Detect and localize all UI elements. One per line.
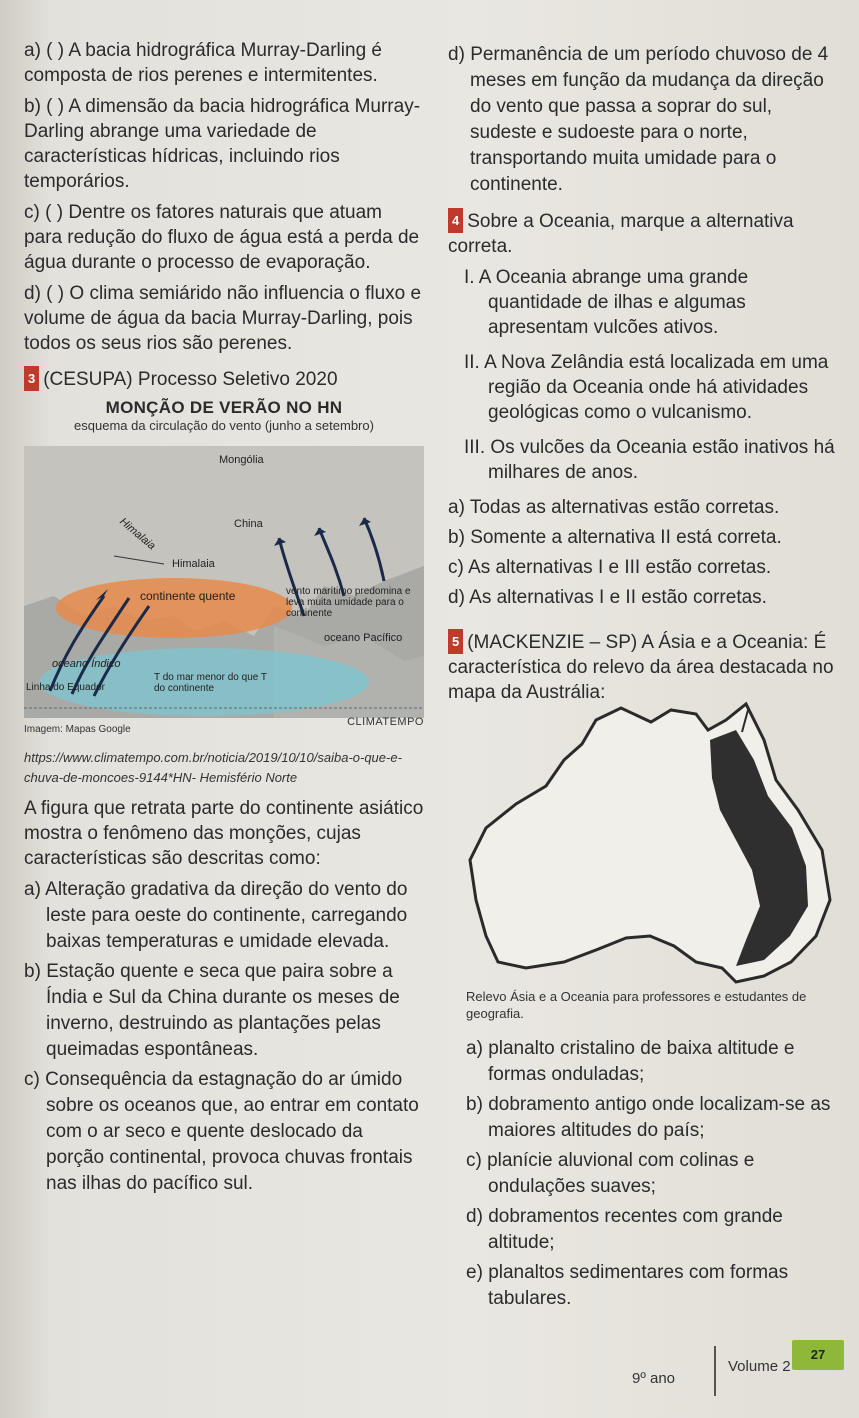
q4-alt-a: a) Todas as alternativas estão corretas. <box>448 497 780 518</box>
q5-alt-b: b) dobramento antigo onde localizam-se as maiores altitudes do país; <box>466 1094 831 1141</box>
source-link: https://www.climatempo.com.br/noticia/2019/10/10/saiba-o-que-e-chuva-de-moncoes-9144*HN- Hemisfério Norte <box>24 750 402 785</box>
q5-alt-d: d) dobramentos recentes com grande altitude; <box>466 1206 783 1253</box>
monsoon-figure <box>24 398 424 748</box>
australia-map <box>446 700 846 990</box>
right-lower-column <box>466 988 838 1316</box>
footer-divider <box>714 1346 716 1396</box>
label-temperature: T do mar menor do que T do continente <box>154 672 267 694</box>
figure-title: MONÇÃO DE VERÃO NO HN <box>105 398 343 417</box>
grade-label: 9º ano <box>632 1370 676 1387</box>
label-hot-continent: continente quente <box>140 589 236 603</box>
q4-statement-1: I. A Oceania abrange uma grande quantidade de ilhas e algumas apresentam vulcões ativos. <box>464 267 749 338</box>
q5-alt-e: e) planaltos sedimentares com formas tabulares. <box>466 1262 789 1309</box>
figure-subtitle: esquema da circulação do vento (junho a setembro) <box>74 418 374 433</box>
q3-alt-b: b) Estação quente e seca que paira sobre a Índia e Sul da China durante os meses de inverno, destruindo as plantações pelas queimadas espontâneas. <box>24 961 400 1060</box>
label-equator: Linha do Equador <box>26 682 105 693</box>
question-3-number: 3 <box>24 366 39 391</box>
label-indian-ocean: oceano Índico <box>52 658 121 670</box>
q5-alt-a: a) planalto cristalino de baixa altitude e formas onduladas; <box>466 1038 795 1085</box>
page-number-badge: 27 <box>792 1340 844 1370</box>
label-himalaia-range: Himalaia <box>117 515 158 553</box>
right-column <box>448 38 840 711</box>
q4-statement-2: II. A Nova Zelândia está localizada em uma região da Oceania onde há atividades geológicas como o vulcanismo. <box>464 352 829 423</box>
label-mongolia: Mongólia <box>219 454 264 466</box>
q5-alt-c: c) planície aluvional com colinas e ondulações suaves; <box>466 1150 755 1197</box>
q2-alt-d: d) Permanência de um período chuvoso de 4 meses em função da mudança da direção do vento que passa a soprar do sul, sudeste e sudoeste para o norte, transportando muita umidade para o continente. <box>448 44 829 195</box>
volume-label: Volume 2 <box>728 1358 791 1375</box>
question-4-number: 4 <box>448 208 463 233</box>
q3-alt-c: c) Consequência da estagnação do ar úmido sobre os oceanos que, ao entrar em contato com o ar seco e quente deslocado da porção continental, provoca chuvas frontais nas ilhas do pacífico sul. <box>24 1069 419 1194</box>
question-3-heading: 3 (CESUPA) Processo Seletivo 2020 <box>24 366 424 392</box>
label-wind: vento marítimo predomina e leva muita umidade para o continente <box>286 586 411 619</box>
map-caption: Relevo Ásia e a Oceania para professores e estudantes de geografia. <box>466 989 807 1021</box>
q4-statement-3: III. Os vulcões da Oceania estão inativos há milhares de anos. <box>464 437 835 483</box>
question-4-heading: 4 Sobre a Oceania, marque a alternativa correta. <box>448 208 840 259</box>
q4-alt-c: c) As alternativas I e III estão corretas. <box>448 557 772 578</box>
label-china: China <box>234 518 263 530</box>
q4-alt-d: d) As alternativas I e II estão corretas. <box>448 587 767 608</box>
question-5-heading: 5 (MACKENZIE – SP) A Ásia e a Oceania: É característica do relevo da área destacada no mapa da Austrália: <box>448 629 840 705</box>
question-5-number: 5 <box>448 629 463 654</box>
item-d: d) ( ) O clima semiárido não influencia o fluxo e volume de água da bacia Murray-Darling, pois todos os seus rios são perenes. <box>24 283 422 354</box>
item-b: b) ( ) A dimensão da bacia hidrográfica Murray-Darling abrange uma variedade de características hídricas, incluindo rios temporários. <box>24 96 421 192</box>
question-3-prompt: A figura que retrata parte do continente asiático mostra o fenômeno das monções, cujas características são descritas como: <box>24 798 424 869</box>
left-column <box>24 38 424 1201</box>
figure-credit-image: Imagem: Mapas Google <box>24 724 131 735</box>
page-footer <box>620 1340 840 1400</box>
australia-map-graphic <box>446 700 846 990</box>
monsoon-map <box>24 446 424 718</box>
q3-alt-a: a) Alteração gradativa da direção do vento do leste para oeste do continente, carregando baixas temperaturas e umidade elevada. <box>24 879 408 952</box>
item-a: a) ( ) A bacia hidrográfica Murray-Darling é composta de rios perenes e intermitentes. <box>24 40 382 86</box>
figure-credit-brand: CLIMATEMPO <box>347 716 424 728</box>
item-c: c) ( ) Dentre os fatores naturais que atuam para redução do fluxo de água está a perda de água durante o processo de evaporação. <box>24 202 420 273</box>
q4-alt-b: b) Somente a alternativa II está correta. <box>448 527 782 548</box>
label-pacific: oceano Pacífico <box>324 632 403 644</box>
label-himalaia: Himalaia <box>172 558 215 570</box>
